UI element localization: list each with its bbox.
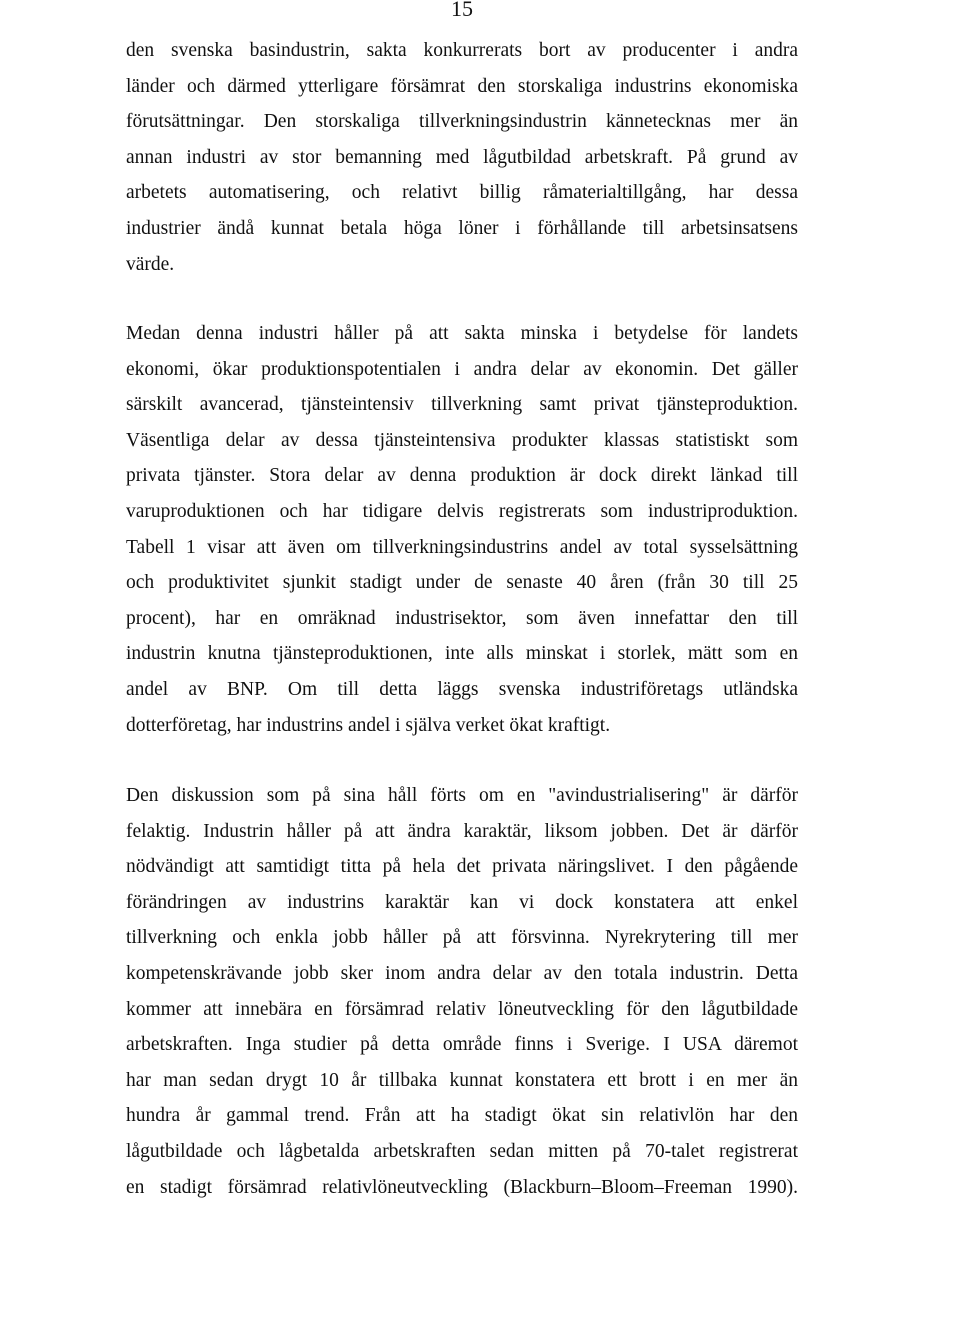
text-line: länder och därmed ytterligare försämrat den storskaliga industrins ekonomiska: [126, 75, 798, 97]
paragraph-1: [126, 33, 798, 282]
text-line: förändringen av industrins karaktär kan vi dock konstatera att enkel: [126, 891, 798, 913]
text-line: ekonomi, ökar produktionspotentialen i andra delar av ekonomin. Det gäller: [126, 358, 798, 380]
text-line: arbetets automatisering, och relativt billig råmaterialtillgång, har dessa: [126, 182, 798, 204]
paragraph-2: [126, 316, 798, 743]
page-number: 15: [451, 0, 473, 21]
text-line: har man sedan drygt 10 år tillbaka kunnat konstatera ett brott i en mer än: [126, 1069, 798, 1091]
text-line: arbetskraften. Inga studier på detta område finns i Sverige. I USA däremot: [126, 1034, 798, 1056]
text-line: nödvändigt att samtidigt titta på hela det privata näringslivet. I den pågående: [126, 856, 798, 878]
text-line: privata tjänster. Stora delar av denna produktion är dock direkt länkad till: [126, 465, 798, 487]
text-line: lågutbildade och lågbetalda arbetskraften sedan mitten på 70-talet registrerat: [126, 1140, 798, 1162]
text-line: tillverkning och enkla jobb håller på att försvinna. Nyrekrytering till mer: [126, 927, 798, 949]
text-line: industrin knutna tjänsteproduktionen, inte alls minskat i storlek, mätt som en: [126, 643, 798, 665]
text-line: procent), har en omräknad industrisektor, som även innefattar den till: [126, 607, 798, 629]
text-line: dotterföretag, har industrins andel i själva verket ökat kraftigt.: [126, 714, 611, 736]
text-line: Den diskussion som på sina håll förts om en "avindustrialisering" är därför: [126, 785, 798, 806]
text-line: en stadigt försämrad relativlöneutveckling (Blackburn–Bloom–Freeman 1990).: [126, 1176, 798, 1198]
text-line: Väsentliga delar av dessa tjänsteintensiva produkter klassas statistiskt som: [126, 429, 798, 451]
text-line: annan industri av stor bemanning med lågutbildad arbetskraft. På grund av: [126, 146, 798, 168]
text-line: kommer att innebära en försämrad relativ löneutveckling för den lågutbildade: [126, 998, 798, 1020]
text-line: förutsättningar. Den storskaliga tillverkningsindustrin kännetecknas mer än: [126, 111, 798, 133]
text-line: särskilt avancerad, tjänsteintensiv tillverkning samt privat tjänsteproduktion.: [126, 394, 798, 416]
text-line: varuproduktionen och har tidigare delvis registrerats som industriproduktion.: [126, 500, 798, 522]
text-line: andel av BNP. Om till detta läggs svenska industriföretags utländska: [126, 678, 798, 700]
paragraph-3: [126, 778, 798, 1205]
text-line: hundra år gammal trend. Från att ha stadigt ökat sin relativlön har den: [126, 1105, 798, 1127]
text-line: kompetenskrävande jobb sker inom andra delar av den totala industrin. Detta: [126, 962, 798, 984]
text-line: Tabell 1 visar att även om tillverkningsindustrins andel av total sysselsättning: [126, 536, 798, 558]
text-line: Medan denna industri håller på att sakta minska i betydelse för landets: [126, 323, 798, 344]
text-line: den svenska basindustrin, sakta konkurrerats bort av producenter i andra: [126, 40, 798, 61]
text-line: och produktivitet sjunkit stadigt under de senaste 40 åren (från 30 till 25: [126, 572, 798, 594]
text-line: felaktig. Industrin håller på att ändra karaktär, liksom jobben. Det är därför: [126, 820, 798, 842]
text-line: industrier ändå kunnat betala höga löner i förhållande till arbetsinsatsens: [126, 217, 798, 239]
text-line: värde.: [126, 253, 175, 275]
